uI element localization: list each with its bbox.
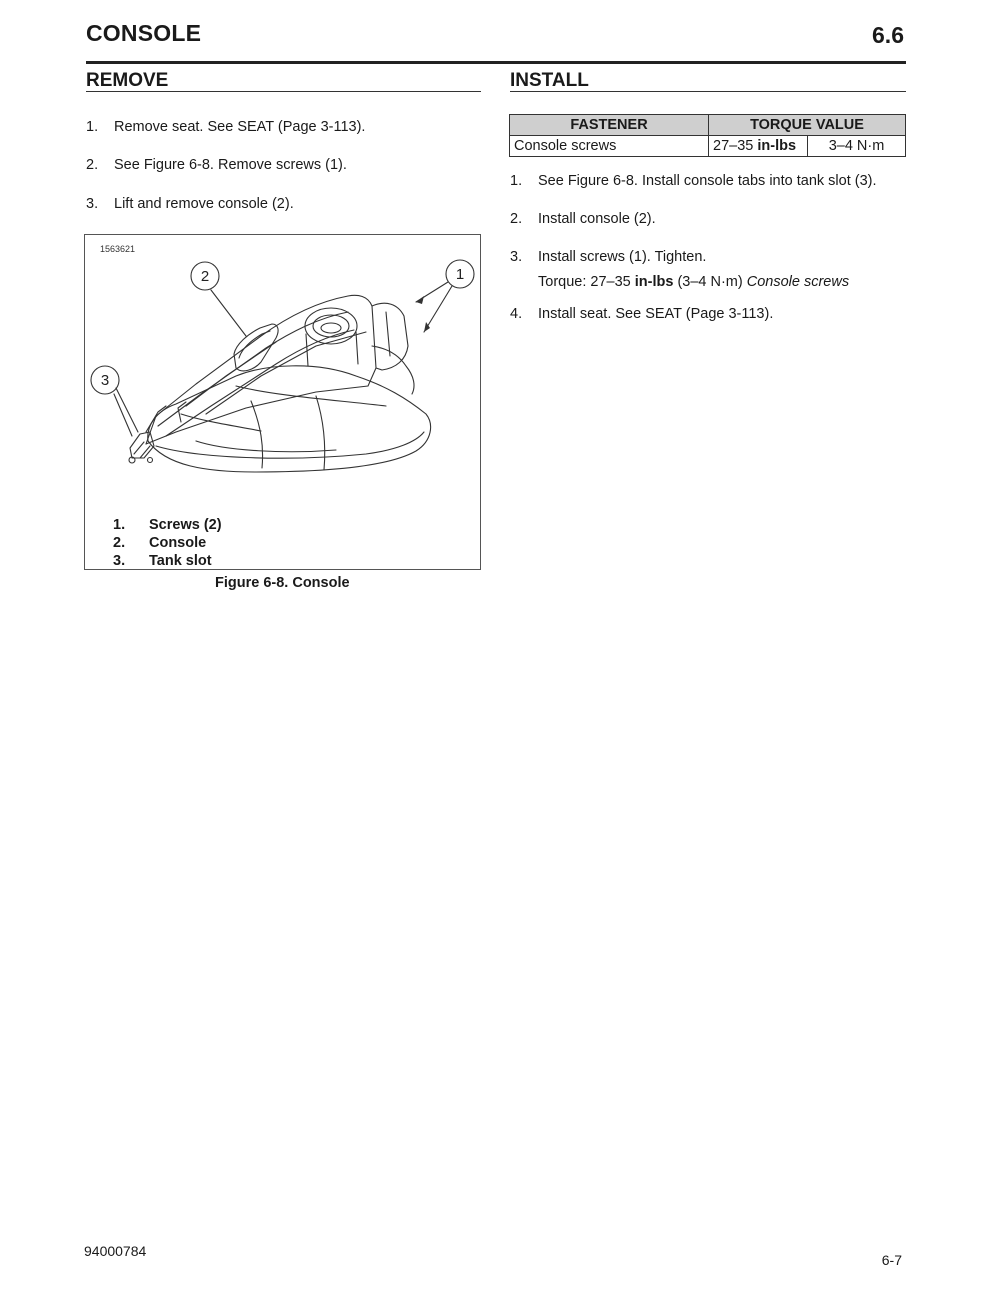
legend-number: 3. — [113, 553, 126, 569]
remove-step-1 — [86, 118, 481, 136]
step-number: 1. — [510, 173, 523, 189]
fastener-cell: Console screws — [510, 136, 709, 157]
table-row — [510, 136, 906, 157]
install-heading: INSTALL — [510, 70, 589, 91]
torque-table — [509, 114, 906, 157]
page-title: CONSOLE — [86, 20, 202, 46]
torque-note — [538, 273, 906, 291]
step-number: 4. — [510, 306, 523, 322]
torque-value-header: TORQUE VALUE — [709, 115, 906, 136]
torque-metric-cell: 3–4 N·m — [808, 136, 906, 157]
torque-imperial-unit: in-lbs — [757, 138, 797, 154]
figure-caption: Figure 6-8. Console — [215, 575, 350, 591]
install-heading-rule — [510, 91, 906, 92]
step-number: 2. — [86, 157, 99, 173]
torque-imperial-cell — [709, 136, 808, 157]
remove-heading: REMOVE — [86, 70, 169, 91]
callout-2-label: 2 — [200, 268, 210, 285]
step-text: Install screws (1). Tighten. — [538, 249, 707, 265]
step-text: Install console (2). — [538, 211, 656, 227]
display-window — [234, 324, 278, 371]
page-number: 6-7 — [881, 1252, 902, 1268]
legend-text: Console — [149, 535, 207, 551]
install-step-4 — [510, 305, 906, 323]
step-text: See Figure 6-8. Install console tabs into tank slot (3). — [538, 173, 877, 189]
console-illustration — [86, 236, 479, 486]
torque-note-metric: (3–4 N·m) — [673, 274, 747, 290]
install-step-1 — [510, 172, 906, 190]
legend-text: Screws (2) — [149, 517, 222, 533]
legend-text: Tank slot — [149, 553, 212, 569]
torque-note-fastener: Console screws — [746, 274, 850, 290]
header-rule — [86, 61, 906, 64]
step-number: 3. — [86, 196, 99, 212]
step-text: Install seat. See SEAT (Page 3-113). — [538, 306, 774, 322]
step-number: 1. — [86, 119, 99, 135]
callout-3-label: 3 — [100, 372, 110, 389]
step-text: See Figure 6-8. Remove screws (1). — [114, 157, 347, 173]
legend-number: 1. — [113, 517, 126, 533]
torque-imperial-value: 27–35 — [713, 138, 754, 154]
step-text: Remove seat. See SEAT (Page 3-113). — [114, 119, 366, 135]
document-number: 94000784 — [84, 1243, 147, 1259]
remove-step-2 — [86, 156, 481, 174]
fuel-tank-outline — [148, 366, 431, 472]
section-number: 6.6 — [872, 22, 904, 48]
callout-1-label: 1 — [455, 266, 465, 283]
step-text: Lift and remove console (2). — [114, 196, 294, 212]
install-step-2 — [510, 210, 906, 228]
torque-note-unit: in-lbs — [634, 274, 674, 290]
step-number: 3. — [510, 249, 523, 265]
legend-number: 2. — [113, 535, 126, 551]
step-number: 2. — [510, 211, 523, 227]
torque-note-prefix: Torque: 27–35 — [538, 274, 635, 290]
remove-step-3 — [86, 195, 481, 213]
fastener-header: FASTENER — [510, 115, 709, 136]
figure-id: 1563621 — [100, 244, 136, 254]
remove-heading-rule — [86, 91, 481, 92]
figure-legend — [113, 516, 363, 570]
torque-table-header — [510, 115, 906, 136]
install-step-3 — [510, 248, 906, 266]
